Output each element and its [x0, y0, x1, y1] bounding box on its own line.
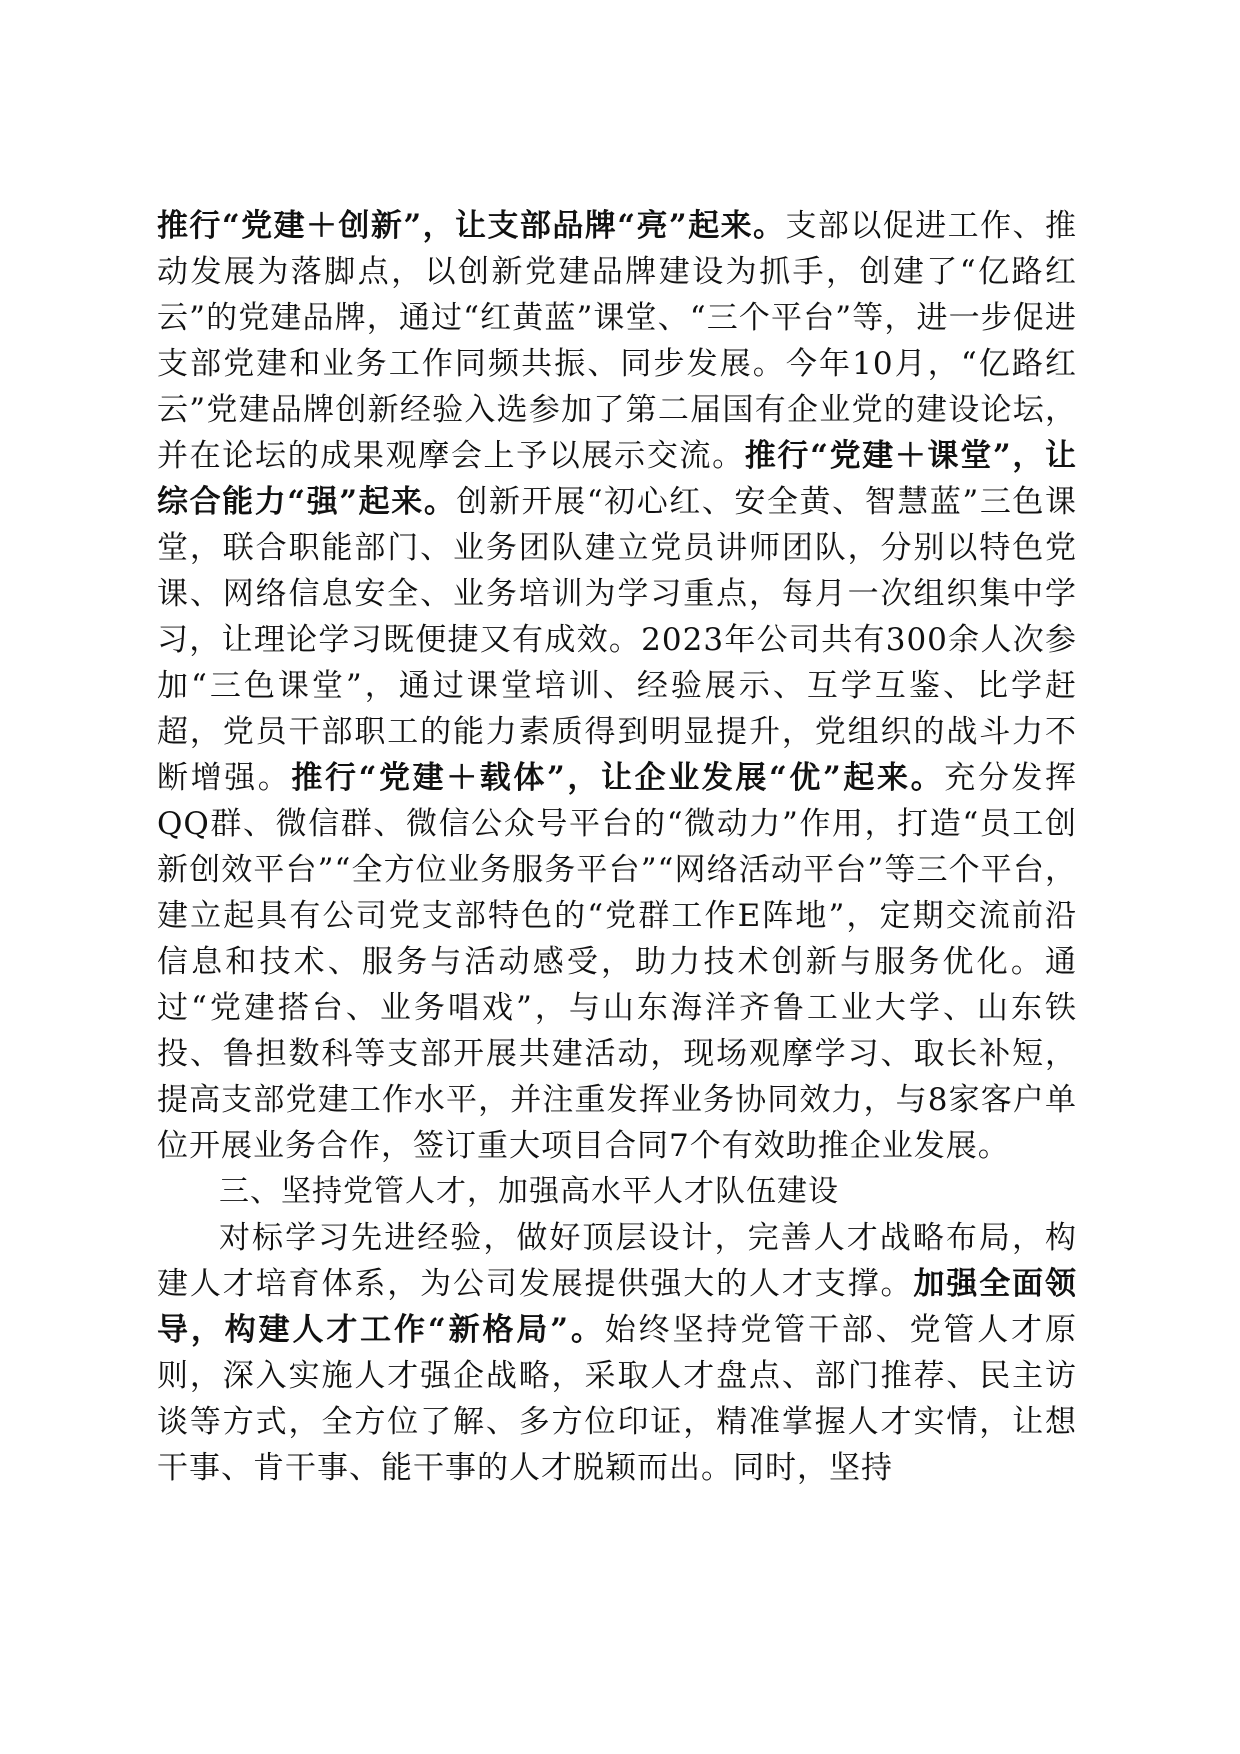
- subheading-leadership: 加强全面领导，构建人才工作“新格局”。: [157, 1266, 1078, 1348]
- body-text-innovation: 支部以促进工作、推动发展为落脚点，以创新党建品牌建设为抓手，创建了“亿路红云”的党建品牌，通过“红黄蓝”课堂、“三个平台”等，进一步促进支部党建和业务工作同频共振、同步发展。今年10月，“亿路红云”党建品牌创新经验入选参加了第二届国有企业党的建设论坛，并在论坛的成果观摩会上予以展示交流。: [157, 208, 1077, 474]
- subheading-innovation: 推行“党建＋创新”，让支部品牌“亮”起来。: [157, 208, 786, 244]
- paragraph-talent: [157, 1215, 1077, 1491]
- subheading-classroom: 推行“党建＋课堂”，让综合能力“强”起来。: [157, 438, 1077, 520]
- section-heading-talent: 三、坚持党管人才，加强高水平人才队伍建设: [219, 1174, 839, 1209]
- body-text-talent-intro: 对标学习先进经验，做好顶层设计，完善人才战略布局，构建人才培育体系，为公司发展提供强大的人才支撑。: [157, 1220, 1077, 1302]
- body-text-leadership: 始终坚持党管干部、党管人才原则，深入实施人才强企战略，采取人才盘点、部门推荐、民主访谈等方式，全方位了解、多方位印证，精准掌握人才实情，让想干事、肯干事、能干事的人才脱颖而出。同时，坚持: [157, 1312, 1077, 1486]
- body-text-carrier: 充分发挥QQ群、微信群、微信公众号平台的“微动力”作用，打造“员工创新创效平台”“全方位业务服务平台”“网络活动平台”等三个平台，建立起具有公司党支部特色的“党群工作E阵地”，定期交流前沿信息和技术、服务与活动感受，助力技术创新与服务优化。通过“党建搭台、业务唱戏”，与山东海洋齐鲁工业大学、山东铁投、鲁担数科等支部开展共建活动，现场观摩学习、取长补短，提高支部党建工作水平，并注重发挥业务协同效力，与8家客户单位开展业务合作，签订重大项目合同7个有效助推企业发展。: [157, 760, 1078, 1164]
- body-text-classroom: 创新开展“初心红、安全黄、智慧蓝”三色课堂，联合职能部门、业务团队建立党员讲师团队，分别以特色党课、网络信息安全、业务培训为学习重点，每月一次组织集中学习，让理论学习既便捷又有成效。2023年公司共有300余人次参加“三色课堂”，通过课堂培训、经验展示、互学互鉴、比学赶超，党员干部职工的能力素质得到明显提升，党组织的战斗力不断增强。: [157, 484, 1077, 796]
- subheading-carrier: 推行“党建＋载体”，让企业发展“优”起来。: [291, 760, 945, 796]
- paragraph-party-building: [157, 203, 1077, 1169]
- document-body: [157, 203, 1077, 1491]
